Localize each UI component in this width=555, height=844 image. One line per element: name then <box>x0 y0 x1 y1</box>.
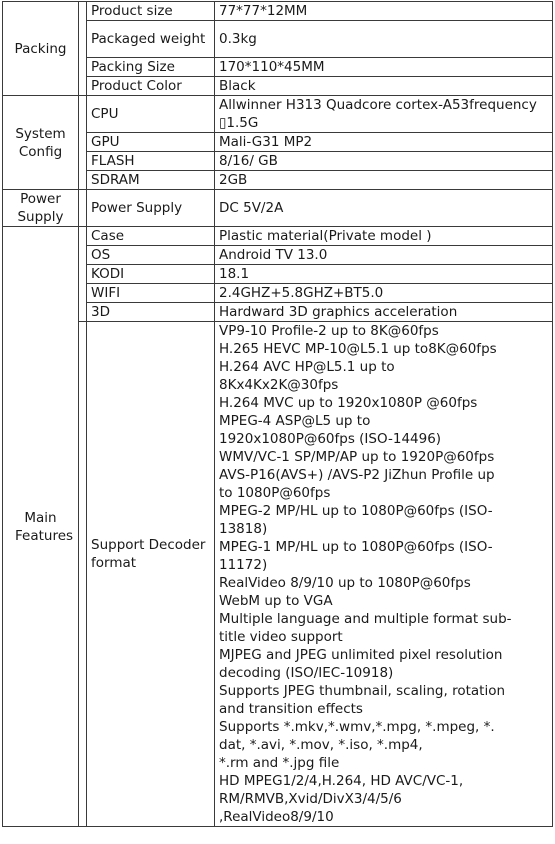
spec-value: 0.3kg <box>215 21 553 58</box>
decoder-format-line: dat, *.avi, *.mov, *.iso, *.mp4, <box>219 737 423 753</box>
decoder-format-line: Multiple language and multiple format sub- <box>219 611 512 627</box>
decoder-format-line: and transition effects <box>219 701 363 717</box>
spec-label: CPU <box>87 96 215 133</box>
spacer-column <box>79 96 87 190</box>
decoder-label: Support Decoder format <box>91 537 206 571</box>
spec-label: GPU <box>87 133 215 152</box>
decoder-format-line: H.264 MVC up to 1920x1080P @60fps <box>219 395 478 411</box>
category-packing: Packing <box>3 2 79 96</box>
decoder-format-line: MJPEG and JPEG unlimited pixel resolution <box>219 647 503 663</box>
decoder-format-line: MPEG-2 MP/HL up to 1080P@60fps (ISO- <box>219 503 493 519</box>
category-power-supply <box>3 190 79 227</box>
spec-value: Allwinner H313 Quadcore cortex-A53frequency ▯1.5G <box>215 96 553 133</box>
spec-row <box>3 190 553 227</box>
decoder-format-line: HD MPEG1/2/4,H.264, HD AVC/VC-1, <box>219 773 464 789</box>
spec-value: DC 5V/2A <box>215 190 553 227</box>
spec-value: Plastic material(Private model ) <box>215 227 553 246</box>
decoder-format-line: *.rm and *.jpg file <box>219 755 340 771</box>
spacer-column <box>79 227 87 322</box>
spec-value: 77*77*12MM <box>215 2 553 21</box>
spec-row <box>3 322 553 827</box>
spec-label: 3D <box>87 303 215 322</box>
spec-label: WIFI <box>87 284 215 303</box>
category-main-features <box>3 227 79 827</box>
decoder-format-line: ,RealVideo8/9/10 <box>219 809 334 825</box>
spec-label: OS <box>87 246 215 265</box>
category-system-config <box>3 96 79 190</box>
decoder-format-line: decoding (ISO/IEC-10918) <box>219 665 394 681</box>
spec-value: 2.4GHZ+5.8GHZ+BT5.0 <box>215 284 553 303</box>
decoder-format-line: MPEG-1 MP/HL up to 1080P@60fps (ISO- <box>219 539 493 555</box>
category-label: Power Supply <box>17 191 64 225</box>
decoder-format-line: VP9-10 Profile-2 up to 8K@60fps <box>219 323 439 339</box>
decoder-format-line: H.265 HEVC MP-10@L5.1 up to8K@60fps <box>219 341 497 357</box>
spec-label: Product size <box>87 2 215 21</box>
spec-table <box>2 1 553 827</box>
spacer-column <box>79 322 87 827</box>
decoder-format-line: H.264 AVC HP@L5.1 up to <box>219 359 395 375</box>
spec-label: Case <box>87 227 215 246</box>
spec-value: 8/16/ GB <box>215 152 553 171</box>
decoder-format-line: Supports JPEG thumbnail, scaling, rotation <box>219 683 506 699</box>
decoder-format-line: title video support <box>219 629 343 645</box>
spec-label: FLASH <box>87 152 215 171</box>
spec-label: Packaged weight <box>87 21 215 58</box>
spec-value: Hardward 3D graphics acceleration <box>215 303 553 322</box>
spec-value: Mali-G31 MP2 <box>215 133 553 152</box>
spec-value: 2GB <box>215 171 553 190</box>
decoder-format-line: MPEG-4 ASP@L5 up to <box>219 413 371 429</box>
decoder-format-line: to 1080P@60fps <box>219 485 331 501</box>
decoder-format-line: RM/RMVB,Xvid/DivX3/4/5/6 <box>219 791 402 807</box>
decoder-format-line: Supports *.mkv,*.wmv,*.mpg, *.mpeg, *. <box>219 719 495 735</box>
spec-label: Packing Size <box>87 58 215 77</box>
spec-row <box>3 96 553 133</box>
decoder-format-line: WMV/VC-1 SP/MP/AP up to 1920P@60fps <box>219 449 495 465</box>
decoder-format-line: AVS-P16(AVS+) /AVS-P2 JiZhun Profile up <box>219 467 495 483</box>
decoder-format-line: 11172) <box>219 557 268 573</box>
category-label: Main Features <box>15 509 74 544</box>
spec-value: Android TV 13.0 <box>215 246 553 265</box>
spec-value: 18.1 <box>215 265 553 284</box>
spacer-column <box>79 190 87 227</box>
spec-value: 170*110*45MM <box>215 58 553 77</box>
spec-label <box>87 322 215 827</box>
decoder-format-line: 13818) <box>219 521 268 537</box>
decoder-format-line: WebM up to VGA <box>219 593 333 609</box>
spec-row <box>3 227 553 246</box>
spec-label: Power Supply <box>87 190 215 227</box>
decoder-format-line: 1920x1080P@60fps (ISO-14496) <box>219 431 442 447</box>
decoder-format-line: RealVideo 8/9/10 up to 1080P@60fps <box>219 575 471 591</box>
decoder-format-list <box>215 322 553 827</box>
category-label: System Config <box>15 125 66 160</box>
spec-value: Black <box>215 77 553 96</box>
decoder-format-line: 8Kx4Kx2K@30fps <box>219 377 339 393</box>
spec-label: SDRAM <box>87 171 215 190</box>
spec-row <box>3 2 553 21</box>
spacer-column <box>79 2 87 96</box>
spec-label: Product Color <box>87 77 215 96</box>
spec-label: KODI <box>87 265 215 284</box>
